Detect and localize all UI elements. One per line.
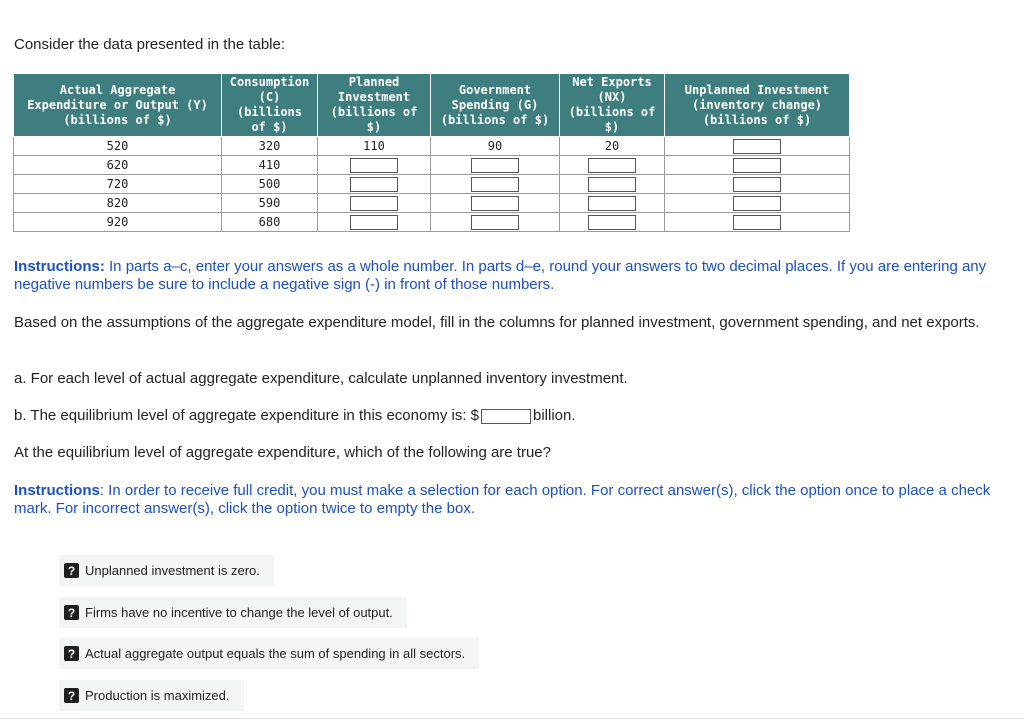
unplanned-investment-input[interactable] [733,196,781,211]
bottom-divider [0,718,1024,719]
option-output-equals-spending[interactable] [59,638,479,669]
option-label: Unplanned investment is zero. [85,563,260,578]
government-spending-input[interactable] [471,196,519,211]
cell-output: 620 [14,156,222,175]
question-mark-icon: ? [64,688,79,703]
cell-consumption: 680 [222,213,318,232]
equilibrium-aggregate-expenditure-input[interactable] [481,409,531,424]
cell-government-spending: 90 [431,137,560,156]
cell-consumption: 500 [222,175,318,194]
net-exports-input[interactable] [588,177,636,192]
aggregate-expenditure-table [13,73,850,232]
option-production-maximized[interactable] [59,680,244,711]
planned-investment-input[interactable] [350,215,398,230]
cell-net-exports: 20 [560,137,665,156]
cell-consumption: 410 [222,156,318,175]
intro-text: Consider the data presented in the table: [14,36,286,53]
unplanned-investment-input[interactable] [733,215,781,230]
net-exports-input[interactable] [588,196,636,211]
instructions-selection: Instructions: In order to receive full credit, you must make a selection for each option. For correct answer(s), click the option once to place a check mark. For incorrect answer(s), click the option twice to empty the box. [14,482,991,517]
cell-consumption: 590 [222,194,318,213]
question-mark-icon: ? [64,563,79,578]
cell-planned-investment: 110 [318,137,431,156]
option-unplanned-investment-zero[interactable] [59,555,274,586]
header-actual-output: Actual Aggregate Expenditure or Output (Y) (billions of $) [14,74,222,137]
part-b-question: b. The equilibrium level of aggregate expenditure in this economy is: $ billion. [14,407,576,424]
header-net-exports: Net Exports (NX) (billions of $) [560,74,665,137]
equilibrium-question: At the equilibrium level of aggregate expenditure, which of the following are true? [14,444,551,461]
assumption-text: Based on the assumptions of the aggregate expenditure model, fill in the columns for planned investment, government spending, and net exports. [14,314,980,331]
table-row [14,213,850,232]
cell-output: 920 [14,213,222,232]
instructions-rounding: Instructions: In parts a–c, enter your answers as a whole number. In parts d–e, round your answers to two decimal places. If you are entering any negative numbers be sure to include a negative sign (-) in front of those numbers. [14,258,987,293]
cell-output: 720 [14,175,222,194]
question-mark-icon: ? [64,646,79,661]
table-row [14,137,850,156]
option-label: Actual aggregate output equals the sum of spending in all sectors. [85,646,466,661]
unplanned-investment-input[interactable] [733,139,781,154]
header-unplanned-investment: Unplanned Investment (inventory change) (billions of $) [665,74,850,137]
cell-output: 820 [14,194,222,213]
table-row [14,175,850,194]
unplanned-investment-input[interactable] [733,177,781,192]
part-a-text: a. For each level of actual aggregate expenditure, calculate unplanned inventory investment. [14,370,628,387]
header-consumption: Consumption (C) (billions of $) [222,74,318,137]
option-label: Production is maximized. [85,688,230,703]
option-label: Firms have no incentive to change the level of output. [85,605,393,620]
question-mark-icon: ? [64,605,79,620]
net-exports-input[interactable] [588,158,636,173]
net-exports-input[interactable] [588,215,636,230]
table-row [14,156,850,175]
government-spending-input[interactable] [471,158,519,173]
cell-output: 520 [14,137,222,156]
option-no-incentive-change-output[interactable] [59,597,407,628]
planned-investment-input[interactable] [350,196,398,211]
unplanned-investment-input[interactable] [733,158,781,173]
cell-consumption: 320 [222,137,318,156]
government-spending-input[interactable] [471,215,519,230]
planned-investment-input[interactable] [350,158,398,173]
header-planned-investment: Planned Investment (billions of $) [318,74,431,137]
planned-investment-input[interactable] [350,177,398,192]
government-spending-input[interactable] [471,177,519,192]
header-government-spending: Government Spending (G) (billions of $) [431,74,560,137]
table-row [14,194,850,213]
